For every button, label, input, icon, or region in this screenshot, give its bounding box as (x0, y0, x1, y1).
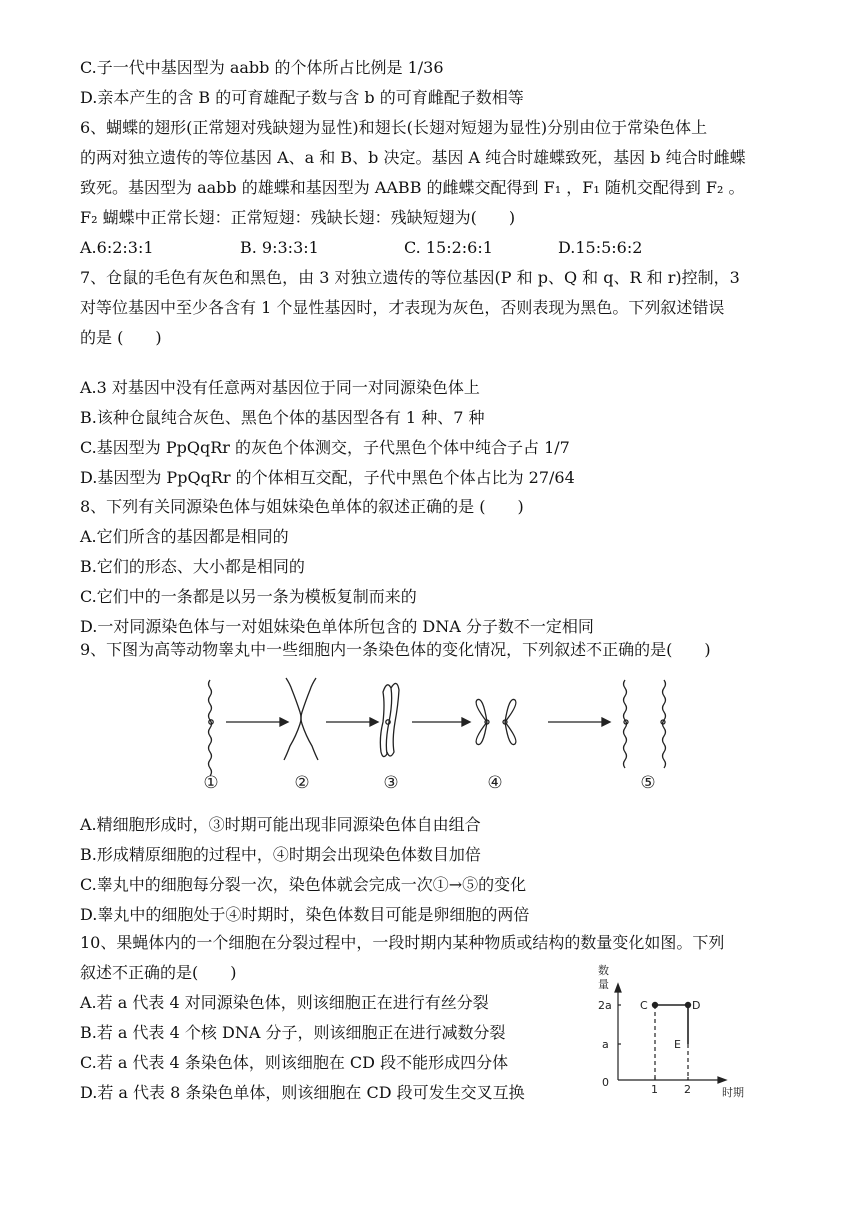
arrow-right-icon (370, 718, 378, 726)
question-6-option-a: A.6:2:3:1 (80, 238, 154, 257)
question-8-option-d: D.一对同源染色体与一对姐妹染色单体所包含的 DNA 分子数不一定相同 (80, 617, 594, 636)
question-10-option-a: A.若 a 代表 4 对同源染色体，则该细胞正在进行有丝分裂 (80, 993, 489, 1012)
stage-2-chromatid-b (301, 678, 318, 760)
question-6-stem-line-3: 致死。基因型为 aabb 的雄蝶和基因型为 AABB 的雌蝶交配得到 F₁ ，F₁ 随机交配得到 F₂ 。 (80, 178, 745, 197)
x-axis-arrow-icon (718, 1077, 726, 1083)
stage-label-4: ④ (487, 773, 503, 793)
question-9-option-a: A.精细胞形成时，③时期可能出现非同源染色体自由组合 (80, 815, 481, 834)
question-7-option-c: C.基因型为 PpQqRr 的灰色个体测交，子代黑色个体中纯合子占 1/7 (80, 438, 570, 457)
question-6-options (80, 238, 780, 258)
question-7-option-d: D.基因型为 PpQqRr 的个体相互交配，子代中黑色个体占比为 27/64 (80, 468, 575, 487)
y-label-bottom: 量 (598, 978, 609, 991)
question-7-stem-line-3: 的是 ( ) (80, 328, 162, 347)
question-5-option-d: D.亲本产生的含 B 的可育雄配子数与含 b 的可育雌配子数相等 (80, 88, 524, 107)
quantity-period-graph (588, 960, 778, 1100)
y-tick-2a: 2a (598, 999, 612, 1012)
arrow-right-icon (462, 718, 470, 726)
stage-1-chromosome (209, 680, 212, 776)
stage-2-chromatid-a (284, 678, 301, 760)
stage-label-1: ① (203, 773, 219, 793)
question-6-stem-line-1: 6、蝴蝶的翅形(正常翅对残缺翅为显性)和翅长(长翅对短翅为显性)分别由位于常染色体上 (80, 118, 708, 137)
question-5-option-c: C.子一代中基因型为 aabb 的个体所占比例是 1/36 (80, 58, 444, 77)
point-label-d: D (692, 999, 701, 1012)
question-10-option-b: B.若 a 代表 4 个核 DNA 分子，则该细胞正在进行减数分裂 (80, 1023, 506, 1042)
question-7-stem-line-2: 对等位基因中至少各含有 1 个显性基因时，才表现为灰色，否则表现为黑色。下列叙述错误 (80, 298, 725, 317)
y-axis-arrow-icon (615, 984, 621, 992)
question-8-option-b: B.它们的形态、大小都是相同的 (80, 557, 305, 576)
question-7-option-a: A.3 对基因中没有任意两对基因位于同一对同源染色体上 (80, 378, 480, 397)
point-label-c: C (640, 999, 648, 1012)
question-6-option-b: B. 9:3:3:1 (240, 238, 319, 257)
question-6-stem-line-2: 的两对独立遗传的等位基因 A、a 和 B、b 决定。基因 A 纯合时雄蝶致死，基因 b 纯合时雌蝶 (80, 148, 746, 167)
question-8-option-a: A.它们所含的基因都是相同的 (80, 527, 289, 546)
question-10-stem-line-1: 10、果蝇体内的一个细胞在分裂过程中，一段时期内某种物质或结构的数量变化如图。下列 (80, 933, 725, 952)
question-10-option-d: D.若 a 代表 8 条染色单体，则该细胞在 CD 段可发生交叉互换 (80, 1083, 525, 1102)
x-tick-2: 2 (684, 1083, 691, 1096)
x-label: 时期 (722, 1086, 744, 1099)
question-8-stem: 8、下列有关同源染色体与姐妹染色单体的叙述正确的是 ( ) (80, 497, 524, 516)
question-9-option-b: B.形成精原细胞的过程中，④时期会出现染色体数目加倍 (80, 845, 481, 864)
question-8-option-c: C.它们中的一条都是以另一条为模板复制而来的 (80, 587, 417, 606)
question-10-option-c: C.若 a 代表 4 条染色体，则该细胞在 CD 段不能形成四分体 (80, 1053, 509, 1072)
point-label-e: E (674, 1038, 681, 1051)
question-10-stem-line-2: 叙述不正确的是( ) (80, 963, 237, 982)
stage-label-3: ③ (383, 773, 399, 793)
question-9-stem: 9、下图为高等动物睾丸中一些细胞内一条染色体的变化情况，下列叙述不正确的是( ) (80, 640, 711, 659)
x-tick-1: 1 (651, 1083, 658, 1096)
question-9-option-d: D.睾丸中的细胞处于④时期时，染色体数目可能是卵细胞的两倍 (80, 905, 530, 924)
y-tick-a: a (602, 1038, 609, 1051)
arrow-right-icon (602, 718, 610, 726)
question-6-option-d: D.15:5:6:2 (558, 238, 643, 257)
stage-label-2: ② (294, 773, 310, 793)
question-9-option-c: C.睾丸中的细胞每分裂一次，染色体就会完成一次①→⑤的变化 (80, 875, 527, 894)
graph-point-d (686, 1003, 691, 1008)
question-6-stem-line-4: F₂ 蝴蝶中正常长翅：正常短翅：残缺长翅：残缺短翅为( ) (80, 208, 516, 227)
question-6-option-c: C. 15:2:6:1 (404, 238, 493, 257)
arrow-right-icon (280, 718, 288, 726)
graph-point-c (653, 1003, 658, 1008)
question-7-option-b: B.该种仓鼠纯合灰色、黑色个体的基因型各有 1 种、7 种 (80, 408, 485, 427)
chromosome-change-figure (190, 672, 690, 794)
y-label-top: 数 (598, 964, 609, 977)
question-7-stem-line-1: 7、仓鼠的毛色有灰色和黑色，由 3 对独立遗传的等位基因(P 和 p、Q 和 q、R 和 r)控制，3 (80, 268, 740, 287)
y-tick-0: 0 (602, 1076, 609, 1089)
stage-label-5: ⑤ (640, 773, 656, 793)
